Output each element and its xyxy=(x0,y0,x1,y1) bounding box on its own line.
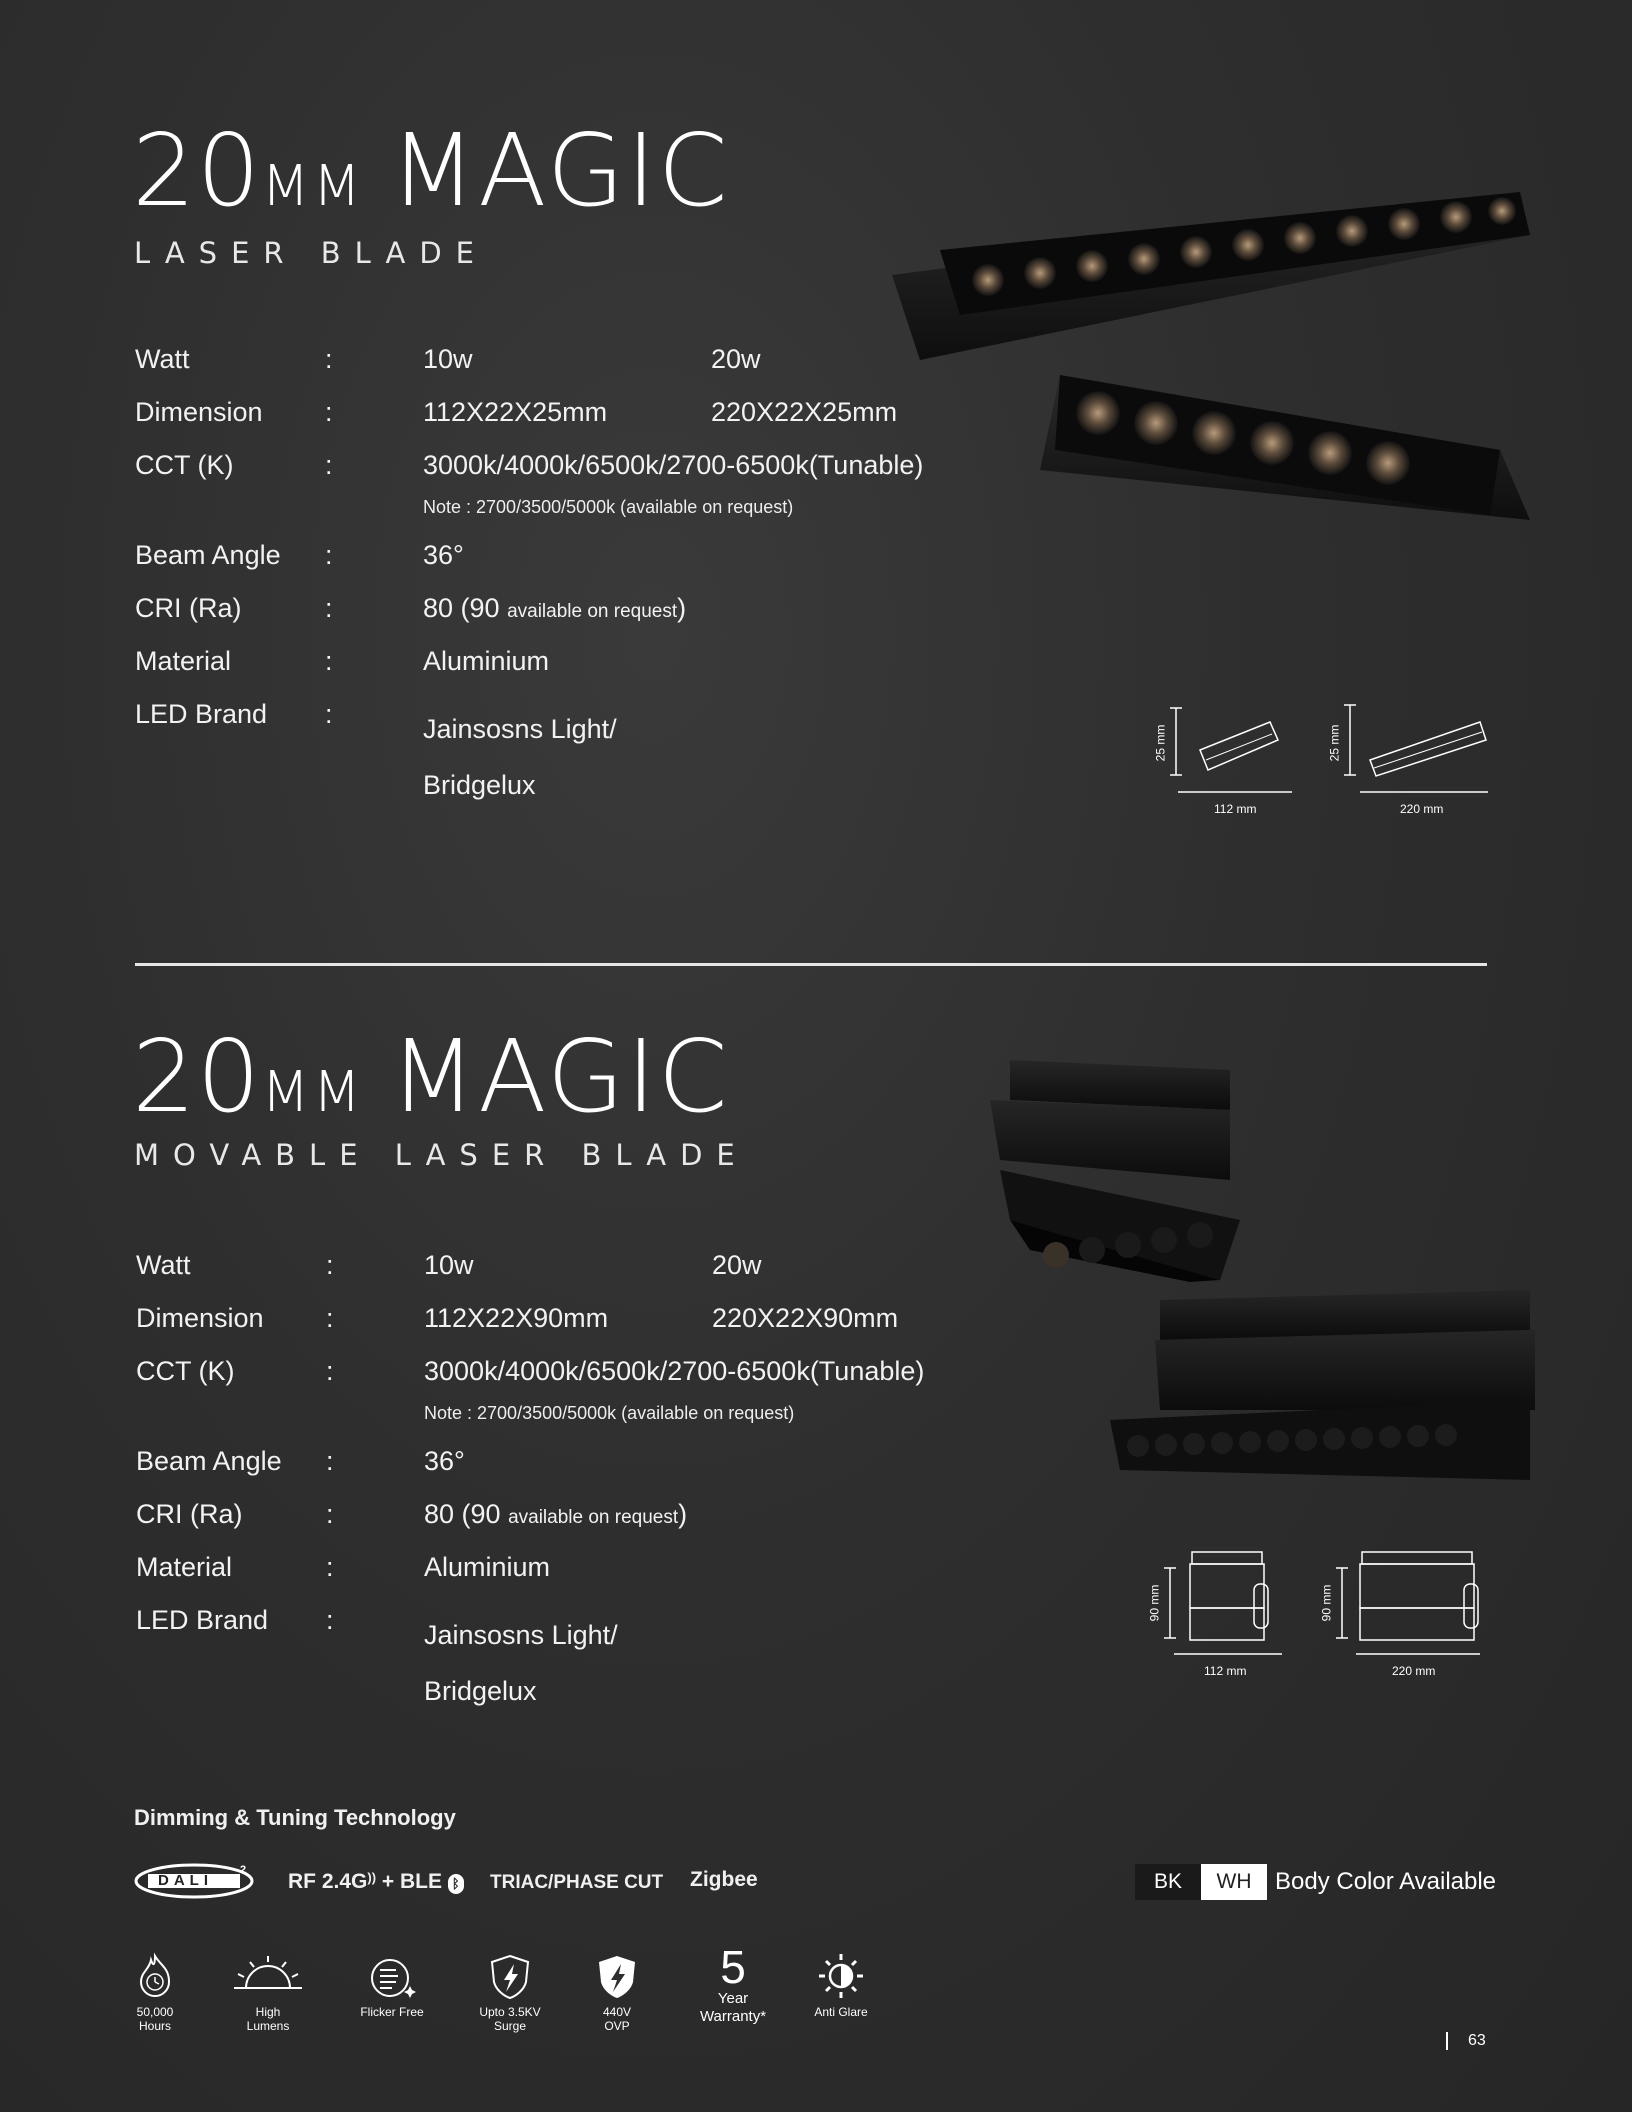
product-subtitle: MOVABLE LASER BLADE xyxy=(134,1138,749,1172)
anti-glare-icon xyxy=(801,1952,881,2000)
zigbee-label: Zigbee xyxy=(690,1868,758,1891)
product-image-movable-laser-blade xyxy=(970,1050,1550,1510)
dimension-height-label: 90 mm xyxy=(1319,1584,1334,1622)
dali-label: DALI xyxy=(158,1872,213,1889)
feature-caption: Upto 3.5KV Surge xyxy=(479,2005,541,2033)
spec-label-cct: CCT (K) xyxy=(135,450,234,480)
flicker-free-icon xyxy=(352,1952,432,2000)
color-swatch-bk: BK xyxy=(1135,1864,1201,1900)
spec-value-cct: 3000k/4000k/6500k/2700-6500k(Tunable) xyxy=(424,1356,925,1386)
page-number-separator xyxy=(1446,2032,1448,2050)
dali-superscript: 2 xyxy=(240,1864,247,1876)
spec-colon: : xyxy=(326,1356,334,1386)
triac-label: TRIAC/PHASE CUT xyxy=(490,1872,664,1893)
dali-logo xyxy=(134,1862,256,1900)
spec-label-dimension: Dimension xyxy=(135,397,263,427)
spec-colon: : xyxy=(325,540,333,570)
diagram-drawing xyxy=(1320,1540,1500,1680)
dimension-width-label: 220 mm xyxy=(1392,1664,1436,1678)
product-image-laser-blade xyxy=(880,180,1540,570)
feature-caption: Anti Glare xyxy=(814,2005,868,2019)
spec-colon: : xyxy=(325,397,333,427)
feature-caption: High Lumens xyxy=(246,2005,290,2033)
diagram-drawing xyxy=(1140,1540,1300,1680)
spec-value-watt-20: 20w xyxy=(712,1250,762,1280)
dimension-height-label: 90 mm xyxy=(1147,1584,1162,1622)
spec-label-cct: CCT (K) xyxy=(136,1356,235,1386)
spec-colon: : xyxy=(325,593,333,623)
spec-label-watt: Watt xyxy=(136,1250,191,1280)
spec-note-cct: Note : 2700/3500/5000k (available on request) xyxy=(424,1403,795,1423)
wifi-signal-icon: )) xyxy=(367,1870,377,1885)
spec-colon: : xyxy=(325,699,333,729)
spec-value-material: Aluminium xyxy=(424,1552,551,1582)
spec-value-dimension-10: 112X22X90mm xyxy=(424,1303,609,1333)
spec-colon: : xyxy=(326,1605,334,1635)
spec-label-led: LED Brand xyxy=(135,699,268,729)
spec-label-beam: Beam Angle xyxy=(136,1446,282,1476)
section-divider xyxy=(135,963,1487,966)
spec-value-beam: 36° xyxy=(424,1446,465,1476)
dimension-height-label: 25 mm xyxy=(1327,724,1342,762)
bluetooth-icon: ᛒ xyxy=(448,1874,464,1894)
spec-colon: : xyxy=(326,1552,334,1582)
spec-colon: : xyxy=(326,1499,334,1529)
spec-value-cct: 3000k/4000k/6500k/2700-6500k(Tunable) xyxy=(423,450,924,480)
spec-value-dimension-10: 112X22X25mm xyxy=(423,397,608,427)
spec-value-cri: 80 (90 available on request) xyxy=(424,1499,688,1529)
spec-label-cri: CRI (Ra) xyxy=(135,593,242,623)
feature-hours xyxy=(125,1952,185,2032)
dimension-diagram-112 xyxy=(1150,700,1310,820)
spec-colon: : xyxy=(325,344,333,374)
dimension-diagram-112 xyxy=(1140,1540,1300,1680)
spec-colon: : xyxy=(326,1250,334,1280)
spec-colon: : xyxy=(326,1303,334,1333)
dimming-tech-title: Dimming & Tuning Technology xyxy=(134,1805,456,1830)
spec-value-led-1: Jainsosns Light/ xyxy=(424,1620,618,1650)
product-title: 20MM MAGIC xyxy=(132,112,730,229)
spec-value-watt-10: 10w xyxy=(424,1250,474,1280)
dimension-diagram-220 xyxy=(1320,1540,1500,1680)
rf-ble-label: RF 2.4G)) + BLE ᛒ xyxy=(288,1870,464,1894)
feature-caption: 50,000 Hours xyxy=(136,2005,174,2033)
dimension-diagram-220 xyxy=(1327,700,1500,820)
dimension-width-label: 112 mm xyxy=(1214,802,1257,816)
hourglass-fire-icon xyxy=(125,1952,185,2000)
sunrise-icon xyxy=(228,1952,308,2000)
spec-value-watt-10: 10w xyxy=(423,344,473,374)
spec-value-led-2: Bridgelux xyxy=(423,770,536,800)
spec-label-led: LED Brand xyxy=(136,1605,269,1635)
warranty-icon: 5 xyxy=(720,1941,746,1993)
product-subtitle: LASER BLADE xyxy=(134,236,488,270)
dimension-width-label: 112 mm xyxy=(1204,1664,1247,1678)
feature-caption: 440V OVP xyxy=(602,2005,632,2033)
spec-label-watt: Watt xyxy=(135,344,190,374)
spec-label-beam: Beam Angle xyxy=(135,540,281,570)
spec-value-dimension-20: 220X22X90mm xyxy=(712,1303,899,1333)
feature-surge xyxy=(470,1952,550,2032)
spec-colon: : xyxy=(326,1446,334,1476)
feature-anti-glare xyxy=(801,1952,881,2032)
ovp-shield-icon xyxy=(577,1952,657,2000)
body-color-label: Body Color Available xyxy=(1275,1868,1497,1895)
spec-colon: : xyxy=(325,646,333,676)
spec-note-cct: Note : 2700/3500/5000k (available on request) xyxy=(423,497,794,517)
spec-value-watt-20: 20w xyxy=(711,344,761,374)
feature-ovp xyxy=(577,1952,657,2032)
spec-label-cri: CRI (Ra) xyxy=(136,1499,243,1529)
feature-flicker-free xyxy=(352,1952,432,2032)
spec-value-beam: 36° xyxy=(423,540,464,570)
spec-value-dimension-20: 220X22X25mm xyxy=(711,397,898,427)
surge-shield-icon xyxy=(470,1952,550,2000)
feature-caption: Flicker Free xyxy=(360,2005,424,2019)
spec-value-led-2: Bridgelux xyxy=(424,1676,537,1706)
page-number: 63 xyxy=(1468,2032,1486,2049)
feature-warranty: 5 Year Warranty* xyxy=(688,1944,778,2036)
spec-colon: : xyxy=(325,450,333,480)
spec-label-material: Material xyxy=(136,1552,233,1582)
dimension-height-label: 25 mm xyxy=(1153,724,1168,762)
dimension-width-label: 220 mm xyxy=(1400,802,1444,816)
feature-lumens xyxy=(228,1952,308,2032)
color-swatch-wh: WH xyxy=(1201,1864,1267,1900)
product-title: 20MM MAGIC xyxy=(132,1018,730,1135)
spec-label-material: Material xyxy=(135,646,232,676)
spec-label-dimension: Dimension xyxy=(136,1303,264,1333)
spec-value-led-1: Jainsosns Light/ xyxy=(423,714,617,744)
spec-value-cri: 80 (90 available on request) xyxy=(423,593,687,623)
spec-value-material: Aluminium xyxy=(423,646,550,676)
